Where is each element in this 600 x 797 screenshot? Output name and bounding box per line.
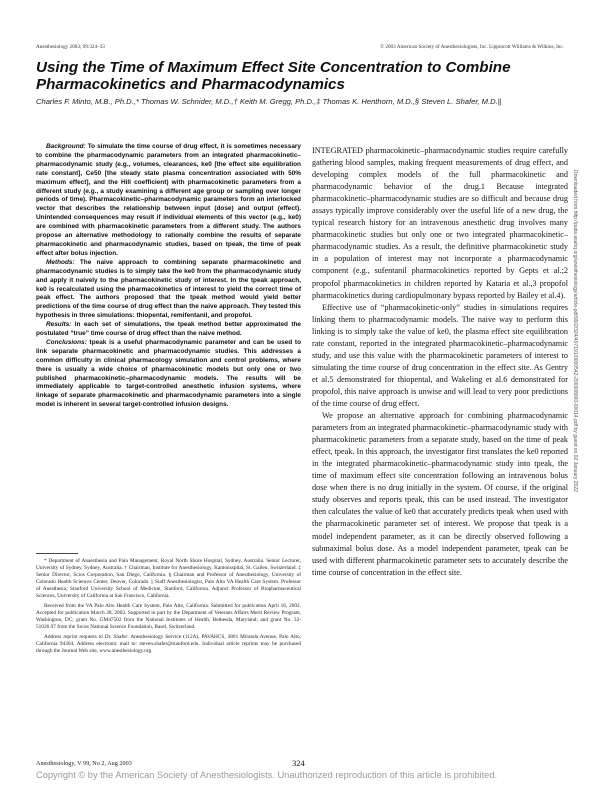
received-footnote: Received from the VA Palo Alto Health Care System, Palo Alto, California. Submitted for publication April 16, 2002. Accepted for publication March 28, 2003. Supported in part by the Department of Veterans Affairs Merit Review Program, Washington, DC; grant No. GM47502 from the National Institutes of Health, Bethesda, Maryland; and grant No. 32-51026.97 from the Swiss National Science Foundation, Basel, Switzerland.: [36, 603, 301, 630]
body-paragraph-2: Effective use of “pharmacokinetic-only” studies in simulations requires linking them to pharmacodynamic models. The naive way to perform this linking is to simply take the value of ke0, the plasma effect site equilibration rate constant, reported in the integrated pharmacokinetic–pharmacodynamic study, and use this value with the pharmacokinetic parameters of interest to simulating the time course of drug concentration in the effect site. As Gentry et al.5 demonstrated for thiopental, and Wakeling et al.6 demonstrated for propofol, this naive approach is unwise and will lead to very poor predictions of the time course of drug effect.: [312, 302, 568, 408]
conclusions-label: Conclusions:: [46, 338, 87, 346]
abstract-methods: [36, 259, 301, 321]
background-text: To simulate the time course of drug effect, it is sometimes necessary to combine the pharmacodynamic parameters from an integrated pharmacokinetic–pharmacodynamic study (e.g., volumes, clearances, ke0 [the effect site equilibration rate constant], Ce50 [the steady state plasma concentration associated with 50% maximum effect], and the Hill coefficient) with pharmacokinetic parameters from a different study (e.g., a study examining a different age group or sampling over longer periods of time). Pharmacokinetic–pharmacodynamic parameters form an interlocked vector that describes the relationship between input (dose) and output (effect). Unintended consequences may result if individual elements of this vector (e.g., ke0) are combined with pharmacokinetic parameters from a different study. The authors propose an alternative methodology to rationally combine the results of separate pharmacokinetic and pharmacodynamic studies, based on tpeak, the time of peak effect after bolus injection.: [36, 143, 302, 257]
download-notice: Downloaded from http://pubs.asahq.org/anesthesiology/article-pdf/99/2/324/407191/0000542-200308000-00014.pdf by guest on 02 January 2022: [572, 170, 578, 492]
abstract-background: [36, 143, 301, 259]
conclusions-text: tpeak is a useful pharmacodynamic parameter and can be used to link separate pharmacokinetic and pharmacodynamic studies. This addresses a common difficulty in clinical pharmacology simulation and control problems, where there is usually a wide choice of pharmacokinetic models but only one or two published pharmacokinetic–pharmacodynamic models. The results will be immediately applicable to target-controlled anesthetic infusion systems, where linkage of separate pharmacokinetic and pharmacodynamic parameters into a single model is inherent in several target-controlled infusion designs.: [36, 338, 301, 409]
footnote-divider: [36, 553, 78, 554]
reprints-footnote: Address reprint requests to Dr. Shafer: Anesthesiology Service (112A), PAVAHCS, 3801 Miranda Avenue, Palo Alto, California 94304. Address electronic mail to: steven.shafer@stanford.edu. Individual article reprints may be purchased through the Journal Web site, www.anesthesiology.org.: [36, 634, 301, 654]
copyright-watermark: Copyright © by the American Society of Anesthesiologists. Unauthorized reproduction of this article is prohibited.: [36, 770, 498, 780]
article-title: Using the Time of Maximum Effect Site Concentration to Combine Pharmacokinetics and Pharmacodynamics: [36, 59, 511, 93]
author-list: Charles F. Minto, M.B., Ph.D.,* Thomas W. Schnider, M.D.,† Keith M. Gregg, Ph.D.,‡ Thomas K. Henthorn, M.D.,§ Steven L. Shafer, M.D.||: [36, 97, 502, 106]
methods-label: Methods:: [46, 258, 75, 266]
results-text: In each set of simulations, the tpeak method better approximated the postulated “true” time course of drug effect than the naive method.: [36, 321, 301, 338]
results-label: Results:: [46, 321, 72, 329]
issue-info: Anesthesiology, V 99, No 2, Aug 2003: [36, 760, 132, 767]
abstract-results: [36, 321, 301, 339]
footnotes: [36, 558, 301, 655]
body-text: [312, 145, 568, 579]
copyright-notice: © 2003 American Society of Anesthesiologists, Inc. Lippincott Williams & Wilkins, Inc.: [380, 44, 564, 50]
page-number: 324: [292, 758, 305, 768]
abstract-conclusions: [36, 339, 301, 410]
body-paragraph-3: We propose an alternative approach for combining pharmacodynamic parameters from an integrated pharmacokinetic–pharmacodynamic study with pharmacokinetic parameters from a separate study, based on the time of peak effect, tpeak. In this approach, the investigator first translates the ke0 reported in the integrated pharmacokinetic–pharmacodynamic study into tpeak, the time of maximum effect site concentration following an intravenous bolus dose when there is no drug initially in the system. Of course, if the original study observes and reports tpeak, this can be used instead. The investigator then calculates the value of ke0 that accurately predicts tpeak when used with the pharmacokinetic parameter set of interest. We propose that tpeak is a model independent parameter, as it can be directly observed following a submaximal bolus dose. As a model independent parameter, tpeak can be used with different pharmacokinetic parameter sets to accurately describe the time course of concentration in the effect site.: [312, 411, 568, 577]
methods-text: The naive approach to combining separate pharmacokinetic and pharmacodynamic studies is to simply take the ke0 from the pharmacodynamic study and apply it naively to the pharmacokinetic study of interest. In the tpeak approach, ke0 is recalculated using the pharmacokinetics of interest to yield the correct time of peak effect. The authors proposed that the tpeak method would yield better predictions of the time course of drug effect than the naive approach. They tested this hypothesis in three simulations: thiopental, remifentanil, and propofol.: [36, 258, 302, 320]
body-paragraph-1: INTEGRATED pharmacokinetic–pharmacodynamic studies require carefully gathering blood samples, making frequent measurements of drug effect, and developing complex models of the full pharmacokinetic and pharmacodynamic behavior of the drug.1 Because integrated pharmacokinetic–pharmacodynamic studies are so difficult and because drug assays typically improve considerably over the useful life of a new drug, the typical research history for an intravenous anesthetic drug involves many pharmacokinetic studies but only one or two integrated pharmacokinetic–pharmacodynamic studies. As a result, the definitive pharmacokinetic study in a population of interest may not incorporate a pharmacodynamic component (e.g., sufentanil pharmacokinetics reported by Gepts et al.;2 propofol pharmacokinetics in children reported by Kataria et al.,3 propofol pharmacokinetics during cardiopulmonary bypass reported by Bailey et al.4).: [312, 146, 568, 300]
abstract: [36, 143, 301, 410]
journal-citation: Anesthesiology 2003; 99:324–33: [36, 44, 105, 50]
background-label: Background:: [46, 143, 86, 150]
affiliations-footnote: * Department of Anaesthesia and Pain Management, Royal North Shore Hospital, Sydney, Australia. Senior Lecturer, University of Sydney, Sydney, Australia. † Chairman, Institute for Anesthesiology, Kantonsspital, St. Gallen, Switzerland. ‡ Senior Director, Scios Corporation, San Diego, California. § Chairman and Professor of Anesthesiology, University of Colorado Health Sciences Center, Denver, Colorado. || Staff Anesthesiologist, Palo Alto VA Health Care System. Professor of Anesthesia, Stanford University School of Medicine, Stanford, California. Adjunct Professor of Biopharmaceutical Sciences, University of California at San Francisco, California.: [36, 558, 301, 599]
